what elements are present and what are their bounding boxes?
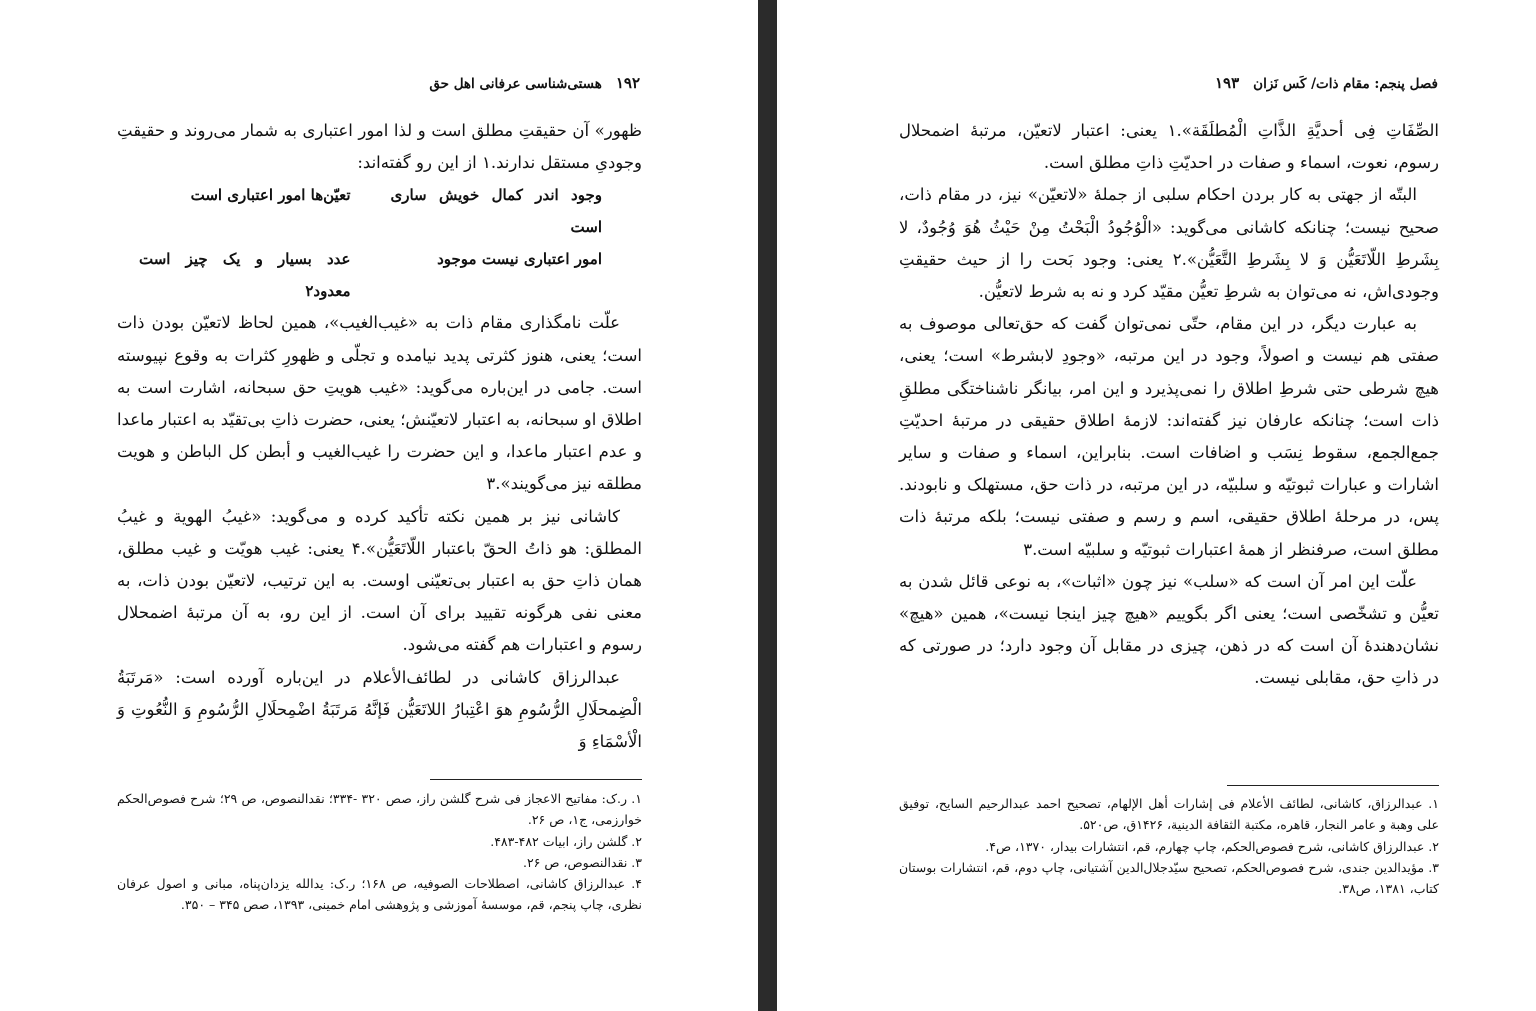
footnote-rule <box>430 779 642 780</box>
verse-hemistich: امور اعتباری نیست موجود <box>437 250 602 269</box>
body-text <box>899 115 1439 695</box>
page-gutter <box>758 0 777 1011</box>
running-header <box>1215 74 1438 92</box>
running-header <box>429 74 640 92</box>
footnote: ۳. نقدالنصوص، ص ۲۶. <box>522 854 642 870</box>
paragraph: عبدالرزاق کاشانی در لطائف‌الأعلام در این‌باره آورده است: «مَرتَبَةُ الْضِمحلَالِ الرُّسُومِ هوَ اعْتِبارُ اللاتَعَیُّن فَإنَّهُ مَرتَبَةُ اضْمِحلَالِ الرُّسُومِ وَ النُّعُوتِ وَ الْأسْمَاءِ وَ <box>117 667 642 752</box>
footnote: ۳. مؤیدالدین جندی، شرح فصوص‌الحکم، تصحیح سیّدجلال‌الدین آشتیانی، چاپ دوم، قم، انتشارات بوستان کتاب، ۱۳۸۱، ص۳۸. <box>899 859 1439 897</box>
left-page <box>0 0 758 1011</box>
verse-hemistich: وجود اندر کمال خویش ساری است <box>390 186 602 237</box>
footnote: ۱. عبدالرزاق، کاشانی، لطائف الأعلام فی إشارات أهل الإلهام، تصحیح احمد عبدالرحیم السایح، توفیق علی وهبة و عامر النجار، قاهره، مکتبة الثقافة الدینیة، ۱۴۲۶ق، ص۵۲۰. <box>899 796 1439 833</box>
footnote: ۱. ر.ک: مفاتیح الاعجاز فی شرح گلشن راز، صص ۳۲۰ -۳۳۴؛ نقدالنصوص، ص ۲۹؛ شرح فصوص‌الحکم خوارزمی، ج۱، ص ۲۶. <box>117 791 642 828</box>
paragraph: ظهور» آن حقیقتِ مطلق است و لذا امور اعتباری به شمار می‌روند و حقیقتِ وجودیِ مستقل ندارند.۱ از این رو گفته‌اند: <box>117 121 642 173</box>
paragraph: الصِّفَاتِ فِی أحدیَّةِ الذَّاتِ الْمُطلَقَة».۱ یعنی: اعتبار لاتعیّن، مرتبهٔ اضمحلال رسوم، نعوت، اسماء و صفات در احدیّتِ ذاتِ مطلق است. <box>899 121 1439 173</box>
body-text <box>117 115 642 758</box>
verse-hemistich: تعیّن‌ها امور اعتباری است <box>190 186 351 205</box>
page-number: ۱۹۲ <box>615 74 640 92</box>
footnotes <box>117 788 642 916</box>
paragraph: علّت نامگذاری مقام ذات به «غیب‌الغیب»، همین لحاظ لاتعیّن بودن ذات است؛ یعنی، هنوز کثرتی پدید نیامده و تجلّی و ظهورِ کثرات به وقوع نپیوسته است. جامی در این‌باره می‌گوید: «غیب هویتِ حق سبحانه، اشارت است به اطلاق او سبحانه، به اعتبار لاتعیّنش؛ یعنی، حضرت ذاتِ بی‌تقیّد به اعتبار ماعدا و عدم اعتبار ماعدا، و این حضرت را غیب‌الغیب و أبطن کل الباطن و هویت مطلقه نیز می‌گویند».۳ <box>117 313 642 494</box>
footnotes <box>899 793 1439 899</box>
footnote: ۲. گلشن راز، ابیات ۴۸۲-۴۸۳. <box>490 833 642 849</box>
paragraph: البتّه از جهتی به کار بردن احکام سلبی از جملهٔ «لاتعیّن» نیز، در مقام ذات، صحیح نیست؛ چنانکه کاشانی می‌گوید: «الْوُجُودُ الْبَحْتُ مِنْ حَیْثُ هُوَ وُجُودٌ، لا بِشَرطِ اللّاتَعَیُّن وَ لا بِشَرطِ التَّعَیُّن».۲ یعنی: وجود بَحت را از حیث حقیقتِ وجودی‌اش، نه می‌توان به شرطِ تعیُّن مقیّد کرد و نه به شرط لاتعیُّن. <box>899 185 1439 302</box>
footnote: ۴. عبدالرزاق کاشانی، اصطلاحات الصوفیه، ص ۱۶۸؛ ر.ک: یدالله یزدان‌پناه، مبانی و اصول عرفان نظری، چاپ پنجم، قم، موسسهٔ آموزشی و پژوهشی امام خمینی، ۱۳۹۳، صص ۳۴۵ – ۳۵۰. <box>117 876 642 913</box>
page-number: ۱۹۳ <box>1214 74 1240 92</box>
paragraph: علّت این امر آن است که «سلب» نیز چون «اثبات»، به نوعی قائل شدن به تعیُّن و تشخّصی است؛ یعنی اگر بگوییم «هیچ چیز اینجا نیست»، همین «هیچ» نشان‌دهندهٔ آن است که در ذهن، چیزی در مقابل آن وجود دارد؛ در صورتی که در ذاتِ حق، مقابلی نیست. <box>899 571 1439 688</box>
running-title: فصل پنجم: مقام ذات/ کَس نَزان <box>1253 76 1438 92</box>
verse-hemistich: عدد بسیار و یک چیز است معدود۲ <box>139 250 351 301</box>
footnote-rule <box>1227 785 1439 786</box>
poem-verse <box>117 179 642 307</box>
paragraph: به عبارت دیگر، در این مقام، حتّی نمی‌توان گفت که حق‌تعالی موصوف به صفتی هم نیست و اصولاً، وجود در این مرتبه، «وجودِ لابشرط» است؛ یعنی، هیچ شرطی حتی شرطِ اطلاق را نمی‌پذیرد و این امر، بیانگر ناشناختگی مطلقِ ذات است؛ چنانکه عارفان نیز گفته‌اند: لازمهٔ اطلاق حقیقی در مرتبهٔ احدیّتِ جمع‌الجمع، سقوط نِسَب و اضافات است. بنابراین، اسماء و صفات و سایر اشارات و عبارات ثبوتیّه و سلبیّه، در این مرتبه، در ذات حق، مستهلک و نابودند. پس، در مرحلهٔ اطلاق حقیقی، اسم و رسم و صفتی نیست؛ بلکه مرتبهٔ ذات مطلق است، صرفنظر از همهٔ اعتبارات ثبوتیّه و سلبیّه است.۳ <box>899 314 1439 559</box>
paragraph: کاشانی نیز بر همین نکته تأکید کرده و می‌گوید: «غیبُ الهویة و غیبُ المطلق: هو ذاتُ الحقّ باعتبار اللّاتَعَیُّن».۴ یعنی: غیب هویّت و غیب مطلق، همان ذاتِ حق به اعتبار بی‌تعیّنی اوست. به این ترتیب، لاتعیّن بودن ذات، به معنی نفی هرگونه تقیید برای آن است. از این رو، به آن مرتبهٔ اضمحلال رسوم و اعتبارات هم گفته می‌شود. <box>117 506 643 655</box>
right-page <box>777 0 1536 1011</box>
running-title: هستی‌شناسی عرفانی اهل حق <box>429 76 602 92</box>
footnote: ۲. عبدالرزاق کاشانی، شرح فصوص‌الحکم، چاپ چهارم، قم، انتشارات بیدار، ۱۳۷۰، ص۴. <box>985 838 1439 854</box>
